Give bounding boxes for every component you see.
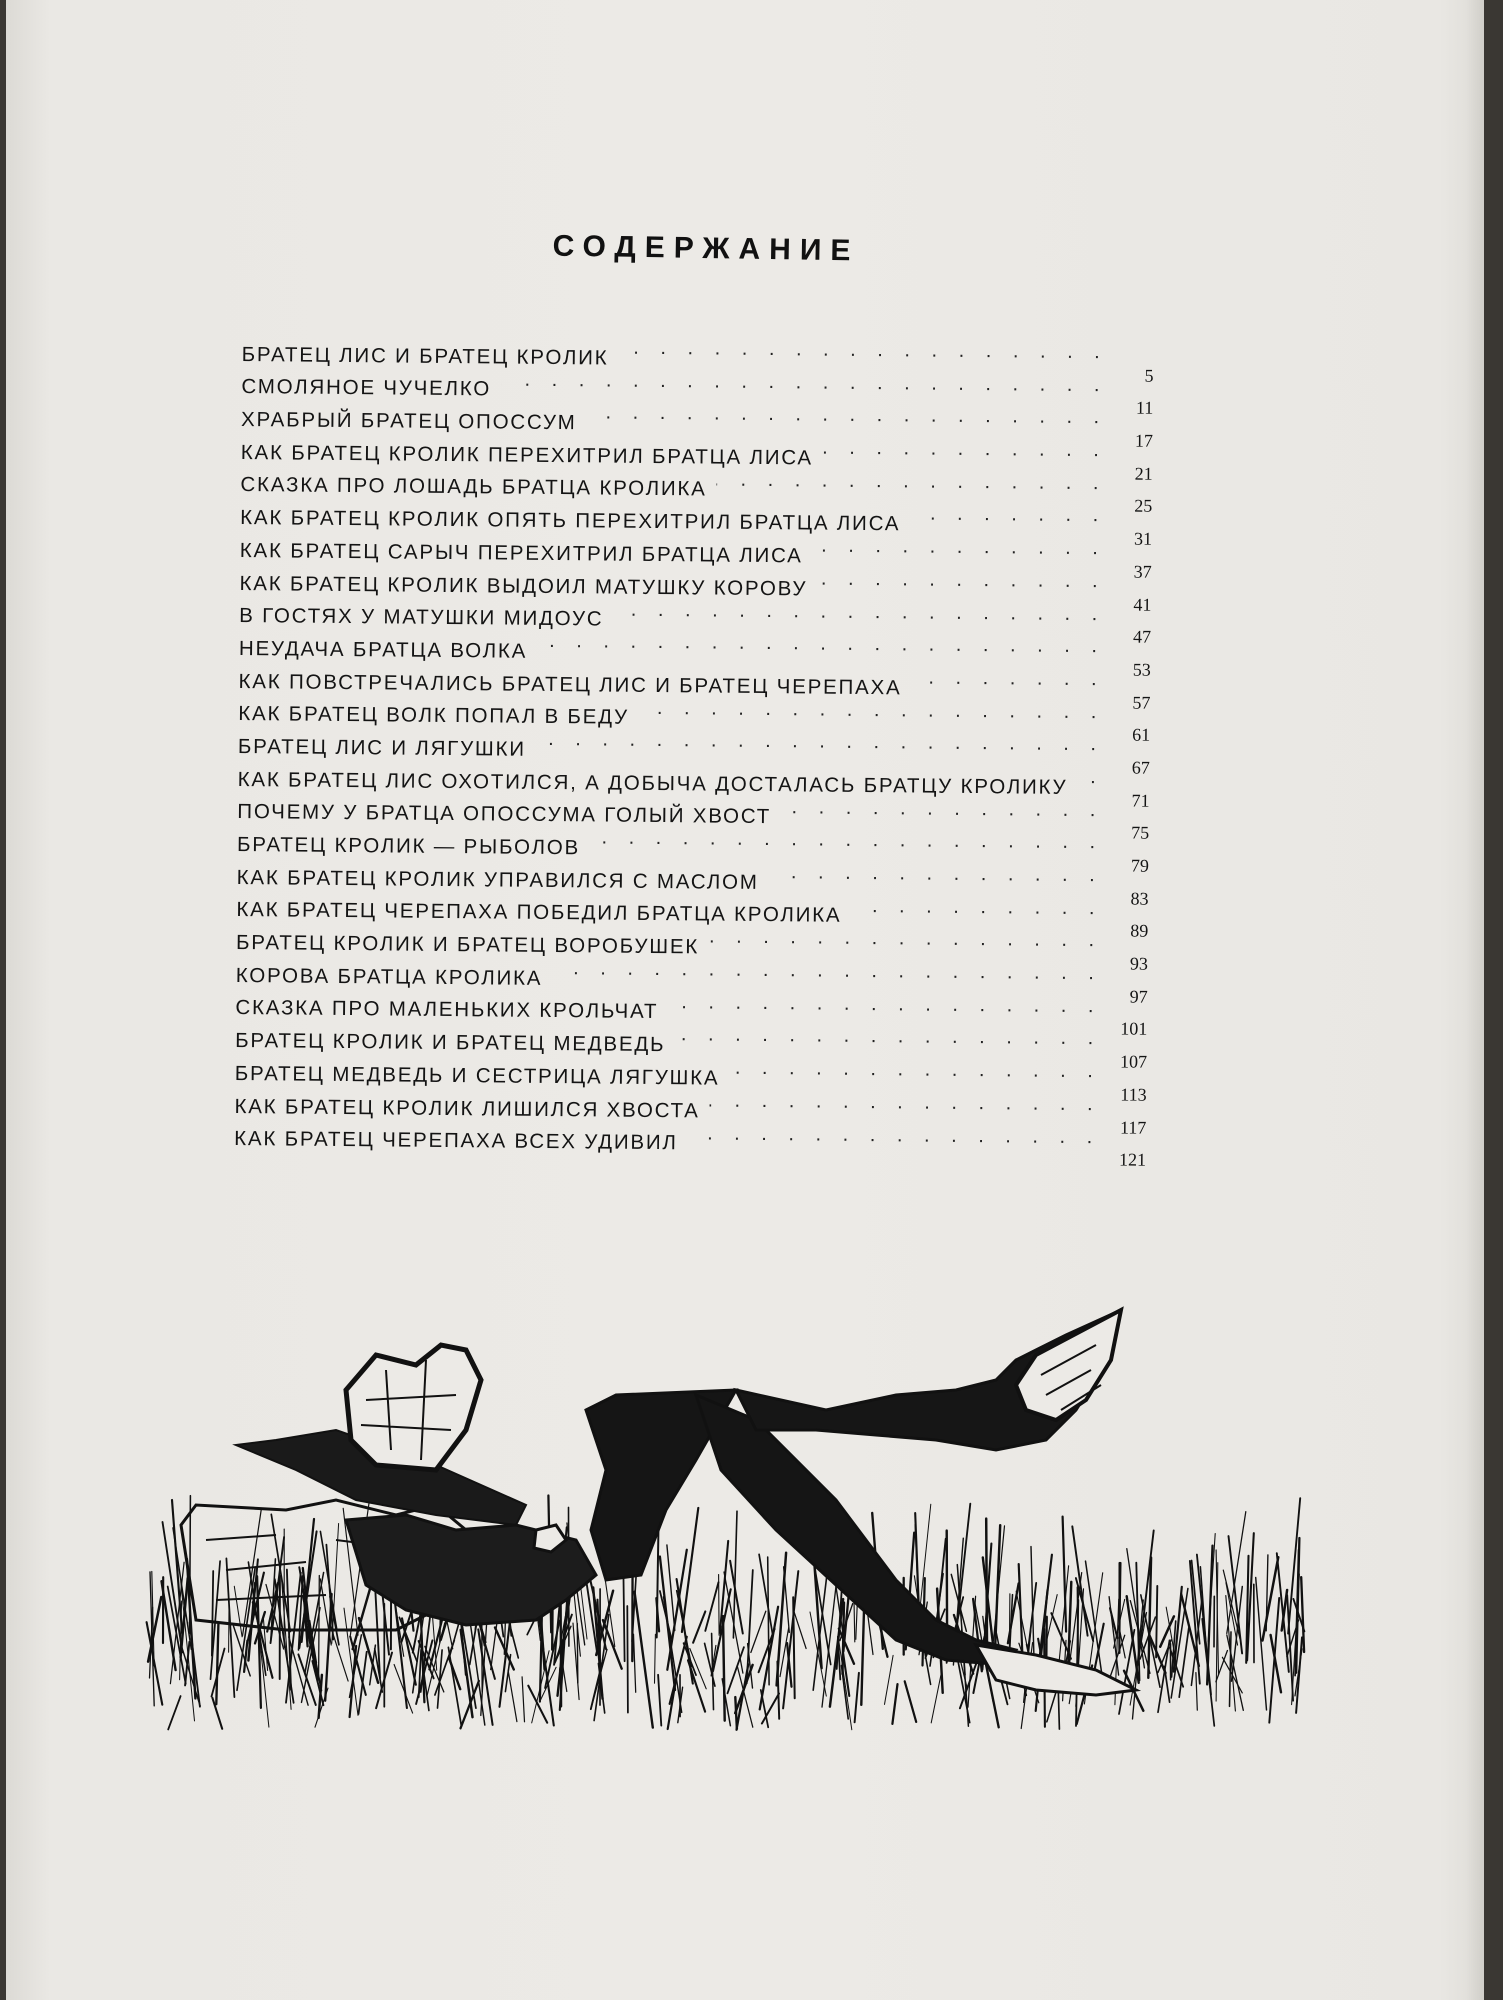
toc-page-number: 101 [1120,1018,1148,1040]
dot-leader [729,1052,1107,1088]
grass-stroke [319,1576,320,1678]
grass-stroke [712,1633,714,1709]
grass-stroke [237,1568,255,1690]
toc-row [241,328,1154,386]
toc-page-number: 93 [1129,953,1149,974]
toc-entry-title: КАК БРАТЕЦ ВОЛК ПОПАЛ В БЕДУ [238,702,630,729]
toc-page-number: 41 [1133,594,1152,615]
toc-page-number: 121 [1118,1149,1147,1170]
dot-leader [911,661,1110,696]
grass-stroke [842,1666,849,1719]
sleeping-man-in-grass-illustration [136,1300,1326,1740]
toc-page-number: 25 [1134,496,1153,517]
grass-stroke [830,1599,843,1707]
dot-leader [781,791,1110,827]
grass-stroke [737,1664,749,1730]
toc-page-number: 117 [1119,1116,1147,1138]
book-page [6,0,1484,2000]
grass-stroke [723,1616,725,1721]
grass-stroke [677,1591,692,1667]
toc-entry-title: БРАТЕЦ ЛИС И БРАТЕЦ КРОЛИК [241,342,609,370]
toc-entry-title: КАК БРАТЕЦ ЛИС ОХОТИЛСЯ, А ДОБЫЧА ДОСТАЛАСЬ БРАТЦУ КРОЛИКУ [237,767,1068,799]
grass-stroke [1158,1640,1170,1712]
grass-stroke [931,1673,941,1723]
toc-entry-title: КАК БРАТЕЦ ЧЕРЕПАХА ВСЕХ УДИВИЛ [234,1127,678,1155]
toc-entry-title: БРАТЕЦ МЕДВЕДЬ И СЕСТРИЦА ЛЯГУШКА [234,1061,720,1090]
grass-stroke [892,1684,897,1724]
toc-page-number: 75 [1131,822,1150,844]
grass-stroke [905,1681,917,1722]
toc-entry-title: НЕУДАЧА БРАТЦА ВОЛКА [238,636,528,663]
toc-page-number: 47 [1132,626,1152,647]
grass-stroke [522,1677,524,1722]
grass-stroke [1076,1600,1078,1726]
toc-entry-title: КАК БРАТЕЦ ЧЕРЕПАХА ПОБЕДИЛ БРАТЦА КРОЛИКА [236,898,842,928]
toc-entry-title: СМОЛЯНОЕ ЧУЧЕЛКО [241,375,492,401]
grass-stroke [395,1602,407,1708]
toc-page-number: 5 [1144,365,1154,386]
dot-leader [587,397,1114,435]
dot-leader [813,530,1112,566]
dot-leader [639,691,1111,728]
dot-leader [910,498,1112,533]
dot-leader [536,723,1110,761]
toc-page-number: 89 [1130,920,1149,942]
toc-page-number: 21 [1134,463,1153,484]
dot-leader [668,986,1108,1023]
page-edge [1466,0,1484,2000]
toc-entry-title: СКАЗКА ПРО МАЛЕНЬКИХ КРОЛЬЧАТ [235,996,659,1024]
toc-entry-title: КАК БРАТЕЦ САРЫЧ ПЕРЕХИТРИЛ БРАТЦА ЛИСА [239,538,803,568]
toc-page-number: 83 [1130,888,1149,909]
dot-leader [688,1117,1107,1154]
dot-leader [769,856,1109,892]
grass-stroke [655,1634,656,1683]
toc-entry-title: СКАЗКА ПРО ЛОШАДЬ БРАТЦА КРОЛИКА [240,473,707,501]
toc-page-number: 67 [1131,757,1150,778]
toc-entry-title: БРАТЕЦ КРОЛИК И БРАТЕЦ МЕДВЕДЬ [235,1029,666,1057]
toc-page-number: 53 [1132,659,1151,680]
toc-entry-title: В ГОСТЯХ У МАТУШКИ МИДОУС [239,604,604,631]
grass-stroke [658,1675,661,1726]
toc-page-number: 37 [1133,561,1152,582]
grass-stroke [751,1611,766,1652]
grass-stroke [216,1624,218,1704]
grass-stroke [1160,1616,1174,1646]
toc-entry-title: БРАТЕЦ КРОЛИК — РЫБОЛОВ [236,832,581,860]
toc-entry-title: КАК БРАТЕЦ КРОЛИК ПЕРЕХИТРИЛ БРАТЦА ЛИСА [240,440,814,470]
grass-stroke [730,1561,743,1634]
dot-leader [590,822,1109,860]
toc-page-number: 17 [1134,430,1154,451]
grass-stroke [1227,1512,1246,1634]
grass-stroke [667,1545,675,1631]
toc-entry-title: ХРАБРЫЙ БРАТЕЦ ОПОССУМ [241,408,577,435]
toc-entry-title: КАК ПОВСТРЕЧАЛИСЬ БРАТЕЦ ЛИС И БРАТЕЦ ЧЕРЕПАХА [238,669,902,699]
toc-page-number: 31 [1133,528,1153,549]
grass-stroke [728,1647,744,1693]
dot-leader [552,952,1108,990]
grass-stroke [777,1553,787,1686]
dot-leader [823,432,1113,467]
toc-page-number: 57 [1132,692,1151,713]
grass-stroke [1256,1578,1267,1710]
grass-stroke [861,1603,864,1705]
grass-stroke [705,1582,718,1631]
dot-leader [613,593,1111,630]
grass-stroke [1072,1526,1087,1635]
dot-leader [675,1019,1107,1056]
toc-entry-title: КАК БРАТЕЦ КРОЛИК ЛИШИЛСЯ ХВОСТА [234,1094,700,1122]
toc-entry-title: БРАТЕЦ КРОЛИК И БРАТЕЦ ВОРОБУШЕК [235,931,700,959]
toc-entry-title: КОРОВА БРАТЦА КРОЛИКА [235,963,543,990]
grass-stroke [733,1511,737,1638]
grass-stroke [794,1612,806,1648]
toc-page-number: 107 [1119,1051,1148,1072]
grass-stroke [635,1592,653,1728]
grass-stroke [693,1612,705,1643]
dot-leader [710,1084,1107,1120]
dot-leader [537,625,1111,663]
dot-leader [1077,761,1110,794]
toc-page-number: 97 [1129,986,1148,1007]
grass-stroke [1119,1630,1134,1714]
grass-stroke [370,1645,376,1685]
toc-entry-title: БРАТЕЦ ЛИС И ЛЯГУШКИ [237,734,526,761]
grass-stroke [234,1586,242,1637]
grass-stroke [168,1696,180,1729]
toc-entry-title: КАК БРАТЕЦ КРОЛИК УПРАВИЛСЯ С МАСЛОМ [236,865,759,894]
toc-page-number: 113 [1120,1084,1147,1105]
table-of-contents [234,328,1154,1170]
grass-stroke [688,1660,705,1711]
toc-page-number: 71 [1131,790,1150,811]
dot-leader [618,332,1114,369]
toc-page-number: 61 [1132,724,1151,745]
toc-entry-title: КАК БРАТЕЦ КРОЛИК ВЫДОИЛ МАТУШКУ КОРОВУ [239,571,808,600]
grass-stroke [1156,1586,1157,1658]
dot-leader [817,562,1112,598]
toc-entry-title: ПОЧЕМУ У БРАТЦА ОПОССУМА ГОЛЫЙ ХВОСТ [237,800,772,829]
dot-leader [851,890,1108,925]
grass-stroke [634,1634,636,1692]
grass-stroke [627,1606,628,1713]
grass-stroke [226,1558,234,1697]
grass-stroke [885,1655,894,1704]
dot-leader [717,463,1113,499]
toc-page-number: 79 [1130,855,1149,876]
toc-title: СОДЕРЖАНИЕ [552,229,860,268]
dot-leader [709,921,1108,958]
grass-stroke [855,1673,859,1722]
toc-entry-title: КАК БРАТЕЦ КРОЛИК ОПЯТЬ ПЕРЕХИТРИЛ БРАТЦА ЛИСА [240,506,901,536]
grass-stroke [1196,1673,1197,1711]
grass-stroke [508,1670,517,1721]
toc-page-number: 11 [1135,397,1154,419]
grass-stroke [330,1625,348,1682]
